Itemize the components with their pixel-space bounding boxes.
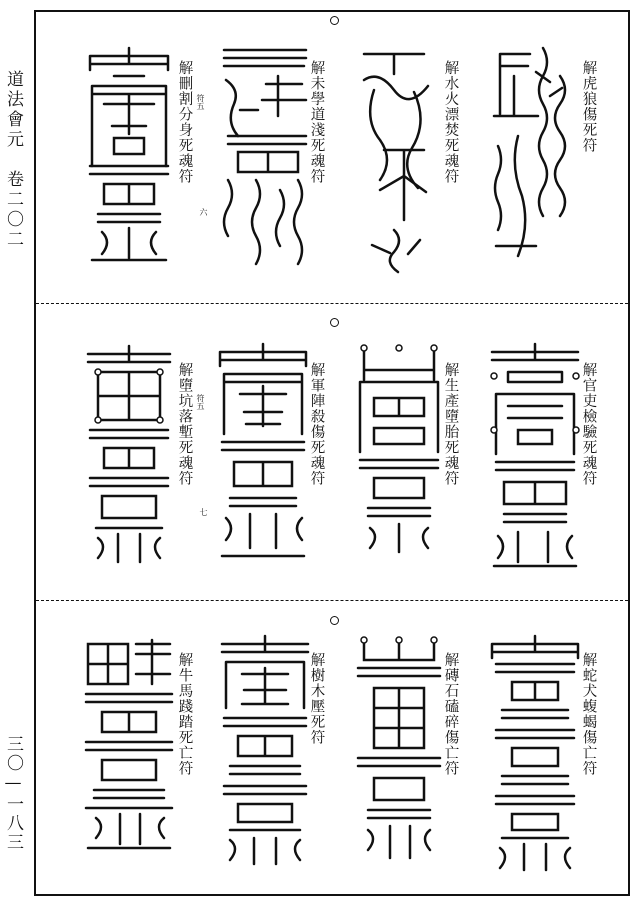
margin-note: 符五 [196, 394, 205, 410]
page-number: 三〇—一八三 [3, 735, 23, 852]
talisman-figure [84, 344, 174, 566]
talisman-figure [216, 342, 311, 567]
talisman-figure [488, 634, 583, 874]
talisman-caption: 解軍陣殺傷死魂符 [308, 362, 325, 486]
binding-hole [330, 16, 339, 25]
talisman-caption: 解磚石磕碎傷亡符 [442, 652, 459, 776]
talisman-figure [354, 40, 444, 275]
talisman-caption: 解牛馬踐踏死亡符 [176, 652, 193, 776]
row-divider [36, 600, 628, 601]
talisman-caption: 解生產墮胎死魂符 [442, 362, 459, 486]
talisman-figure [488, 36, 583, 276]
talisman-figure [218, 634, 313, 866]
talisman-figure [82, 634, 177, 856]
talisman-caption: 解樹木壓死符 [308, 652, 325, 745]
margin-note: 符五 [196, 94, 205, 110]
talisman-caption: 解官吏檢驗死魂符 [580, 362, 597, 486]
binding-hole [330, 318, 339, 327]
row-divider [36, 303, 628, 304]
book-title: 道法會元 卷二〇二 [3, 70, 23, 250]
margin-note: 七 [199, 508, 208, 516]
page-frame [34, 10, 630, 896]
talisman-caption: 解蛇犬蝮蝎傷亡符 [580, 652, 597, 776]
talisman-caption: 解虎狼傷死符 [580, 60, 597, 153]
talisman-figure [354, 634, 444, 864]
talisman-figure [488, 342, 583, 572]
talisman-caption: 解未學道淺死魂符 [308, 60, 325, 184]
talisman-figure [218, 40, 313, 280]
talisman-caption: 解水火漂焚死魂符 [442, 60, 459, 184]
talisman-figure [84, 42, 174, 267]
talisman-caption: 解墮坑落塹死魂符 [176, 362, 193, 486]
talisman-caption: 解刪割分身死魂符 [176, 60, 193, 184]
margin-note: 六 [199, 208, 208, 216]
binding-hole [330, 616, 339, 625]
talisman-figure [354, 342, 444, 557]
